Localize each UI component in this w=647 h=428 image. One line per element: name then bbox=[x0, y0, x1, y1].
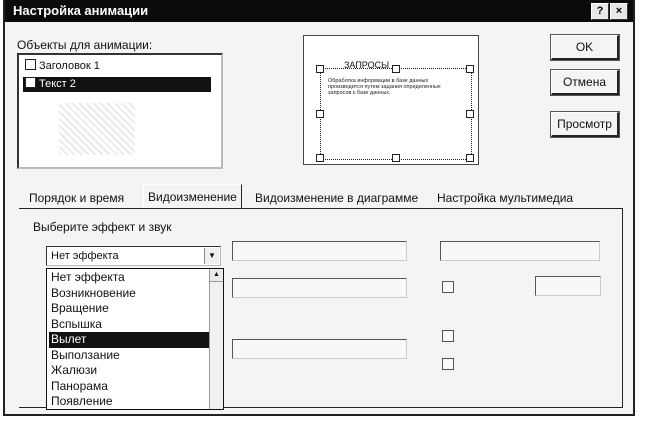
effect-option-highlighted[interactable]: Вылет bbox=[49, 332, 209, 348]
preview-button[interactable]: Просмотр bbox=[551, 112, 619, 137]
disabled-field-2 bbox=[232, 339, 407, 359]
disabled-checkbox-2 bbox=[442, 330, 454, 342]
effect-option[interactable]: Возникновение bbox=[51, 285, 136, 300]
title-bar bbox=[5, 0, 633, 22]
tab-effects[interactable]: Видоизменение bbox=[143, 184, 242, 209]
ok-button[interactable]: OK bbox=[551, 35, 619, 60]
help-button[interactable]: ? bbox=[591, 3, 609, 20]
effect-option[interactable]: Нет эффекта bbox=[51, 270, 125, 284]
preview-slide-text: Обработка информации в базе данных производится путем задания определенных запросов к базе данных. bbox=[328, 78, 441, 96]
resize-handle-icon bbox=[392, 154, 400, 162]
disabled-spin-field bbox=[535, 276, 601, 296]
effect-combobox[interactable]: Нет эффекта ▼ bbox=[46, 246, 221, 266]
objects-listbox[interactable] bbox=[17, 53, 223, 169]
resize-handle-icon bbox=[316, 110, 324, 118]
resize-handle-icon bbox=[316, 154, 324, 162]
tab-multimedia[interactable]: Настройка мультимедиа bbox=[437, 191, 574, 205]
object-item-title[interactable]: Заголовок 1 bbox=[23, 59, 211, 74]
object-item-text[interactable]: Текст 2 bbox=[23, 77, 211, 92]
scroll-up-arrow-icon[interactable]: ▲ bbox=[210, 269, 223, 282]
sound-combobox-disabled bbox=[232, 241, 407, 261]
after-animation-combobox-disabled bbox=[440, 241, 600, 261]
objects-label: Объекты для анимации: bbox=[17, 38, 153, 52]
dropdown-arrow-icon[interactable]: ▼ bbox=[204, 248, 219, 264]
window-title: Настройка анимации bbox=[13, 3, 149, 18]
disabled-field-1 bbox=[232, 278, 407, 298]
effect-label: Выберите эффект и звук bbox=[33, 220, 172, 234]
dropdown-scrollbar[interactable] bbox=[209, 269, 223, 409]
effect-option[interactable]: Появление bbox=[51, 394, 113, 408]
resize-handle-icon bbox=[392, 65, 400, 73]
disabled-checkbox-1 bbox=[442, 281, 454, 293]
effect-option[interactable]: Вспышка bbox=[51, 316, 102, 331]
tab-chart-effects[interactable]: Видоизменение в диаграмме bbox=[255, 191, 419, 205]
effect-dropdown-list[interactable] bbox=[46, 268, 224, 410]
slide-preview bbox=[303, 35, 479, 165]
preview-slide-title: ЗАПРОСЫ bbox=[344, 60, 390, 70]
resize-handle-icon bbox=[316, 65, 324, 73]
tab-order-timing[interactable]: Порядок и время bbox=[29, 191, 125, 205]
effect-option[interactable]: Вращение bbox=[51, 301, 109, 315]
close-button[interactable]: × bbox=[610, 3, 628, 20]
cancel-button[interactable]: Отмена bbox=[551, 70, 619, 95]
resize-handle-icon bbox=[466, 110, 474, 118]
checkbox-icon[interactable] bbox=[25, 77, 36, 88]
tab-strip bbox=[19, 184, 619, 210]
effect-option[interactable]: Жалюзи bbox=[51, 363, 98, 377]
disabled-checkbox-3 bbox=[442, 358, 454, 370]
checkbox-icon[interactable] bbox=[25, 59, 36, 70]
resize-handle-icon bbox=[466, 154, 474, 162]
faded-drag-ghost bbox=[59, 103, 135, 155]
resize-handle-icon bbox=[466, 65, 474, 73]
effect-option[interactable]: Панорама bbox=[51, 378, 108, 393]
animation-settings-dialog bbox=[3, 0, 635, 416]
effect-option[interactable]: Выползание bbox=[51, 347, 120, 362]
